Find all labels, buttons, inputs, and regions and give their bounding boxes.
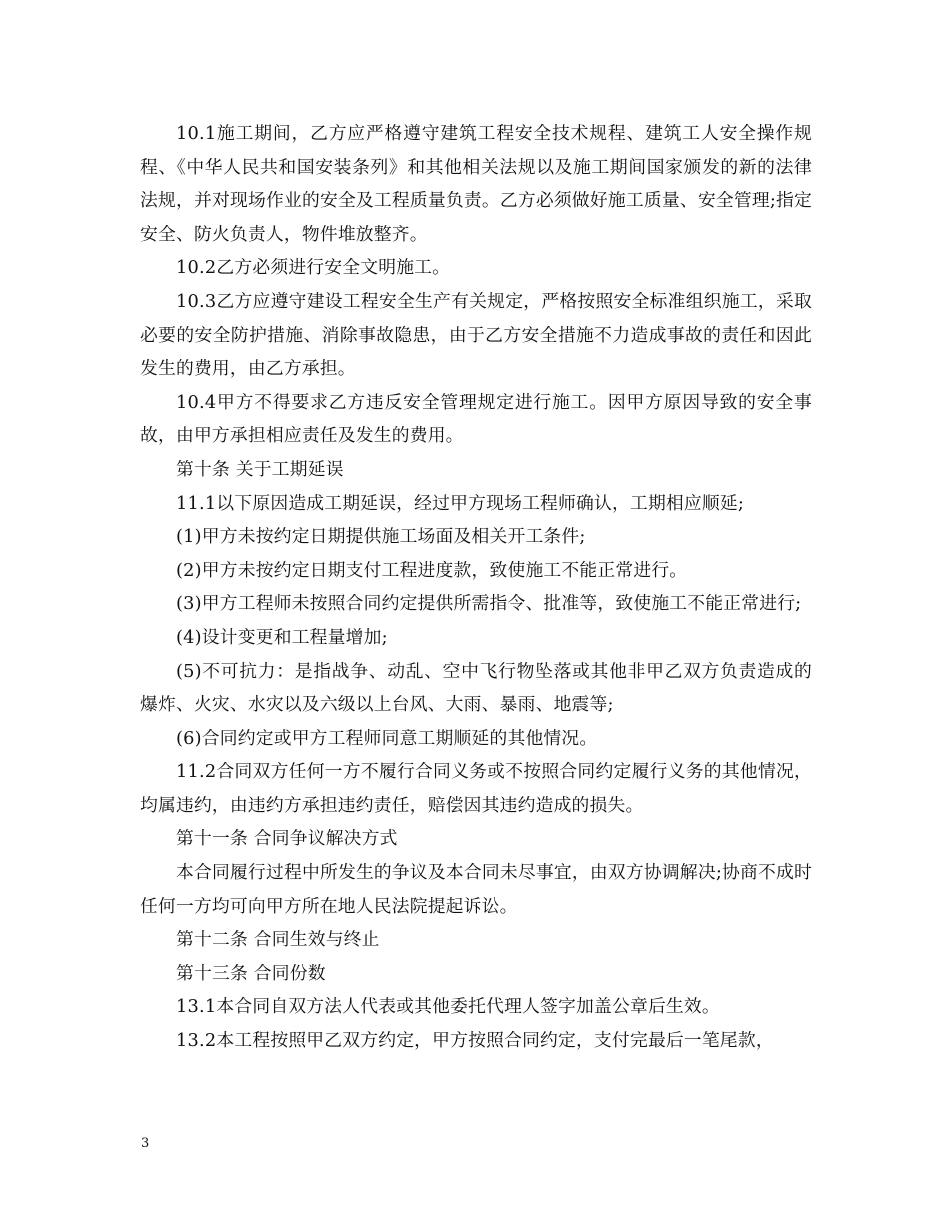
document-body xyxy=(140,117,812,1058)
paragraph-13-1: 13.1本合同自双方法人代表或其他委托代理人签字加盖公章后生效。 xyxy=(176,996,720,1018)
list-item-3: (3)甲方工程师未按照合同约定提供所需指令、批准等，致使施工不能正常进行; xyxy=(176,593,802,615)
list-item-4: (4)设计变更和工程量增加; xyxy=(176,626,388,648)
section-heading-article-11: 第十一条 合同争议解决方式 xyxy=(176,828,398,850)
paragraph-10-2: 10.2乙方必须进行安全文明施工。 xyxy=(176,257,451,279)
paragraph-13-2: 13.2本工程按照甲乙双方约定，甲方按照合同约定，支付完最后一笔尾款， xyxy=(176,1030,774,1052)
section-heading-article-13: 第十三条 合同份数 xyxy=(176,962,326,984)
page-number: 3 xyxy=(141,1136,150,1151)
paragraph-10-3: 10.3乙方应遵守建设工程安全生产有关规定，严格按照安全标准组织施工，采取必要的安全防护措施、消除事故隐患，由于乙方安全措施不力造成事故的责任和因此发生的费用，由乙方承担。 xyxy=(140,290,812,380)
section-heading-article-12: 第十二条 合同生效与终止 xyxy=(176,929,380,951)
paragraph-11-1: 11.1以下原因造成工期延误，经过甲方现场工程师确认，工期相应顺延; xyxy=(176,492,745,514)
paragraph-10-4: 10.4甲方不得要求乙方违反安全管理规定进行施工。因甲方原因导致的安全事故，由甲方承担相应责任及发生的费用。 xyxy=(140,391,812,447)
list-item-6: (6)合同约定或甲方工程师同意工期顺延的其他情况。 xyxy=(176,727,598,749)
list-item-1: (1)甲方未按约定日期提供施工场面及相关开工条件; xyxy=(176,526,586,548)
list-item-5: (5)不可抗力：是指战争、动乱、空中飞行物坠落或其他非甲乙双方负责造成的爆炸、火灾、水灾以及六级以上台风、大雨、暴雨、地震等; xyxy=(140,660,812,716)
list-item-2: (2)甲方未按约定日期支付工程进度款，致使施工不能正常进行。 xyxy=(176,559,688,581)
paragraph-dispute-resolution: 本合同履行过程中所发生的争议及本合同未尽事宜，由双方协调解决;协商不成时任何一方均可向甲方所在地人民法院提起诉讼。 xyxy=(140,862,812,917)
paragraph-10-1: 10.1施工期间，乙方应严格遵守建筑工程安全技术规程、建筑工人安全操作规程、《中华人民共和国安装条列》和其他相关法规以及施工期间国家颁发的新的法律法规，并对现场作业的安全及工程质量负责。乙方必须做好施工质量、安全管理;指定安全、防火负责人，物件堆放整齐。 xyxy=(140,123,812,245)
paragraph-11-2: 11.2合同双方任何一方不履行合同义务或不按照合同约定履行义务的其他情况，均属违约，由违约方承担违约责任，赔偿因其违约造成的损失。 xyxy=(140,761,812,816)
section-heading-article-10: 第十条 关于工期延误 xyxy=(176,458,344,480)
